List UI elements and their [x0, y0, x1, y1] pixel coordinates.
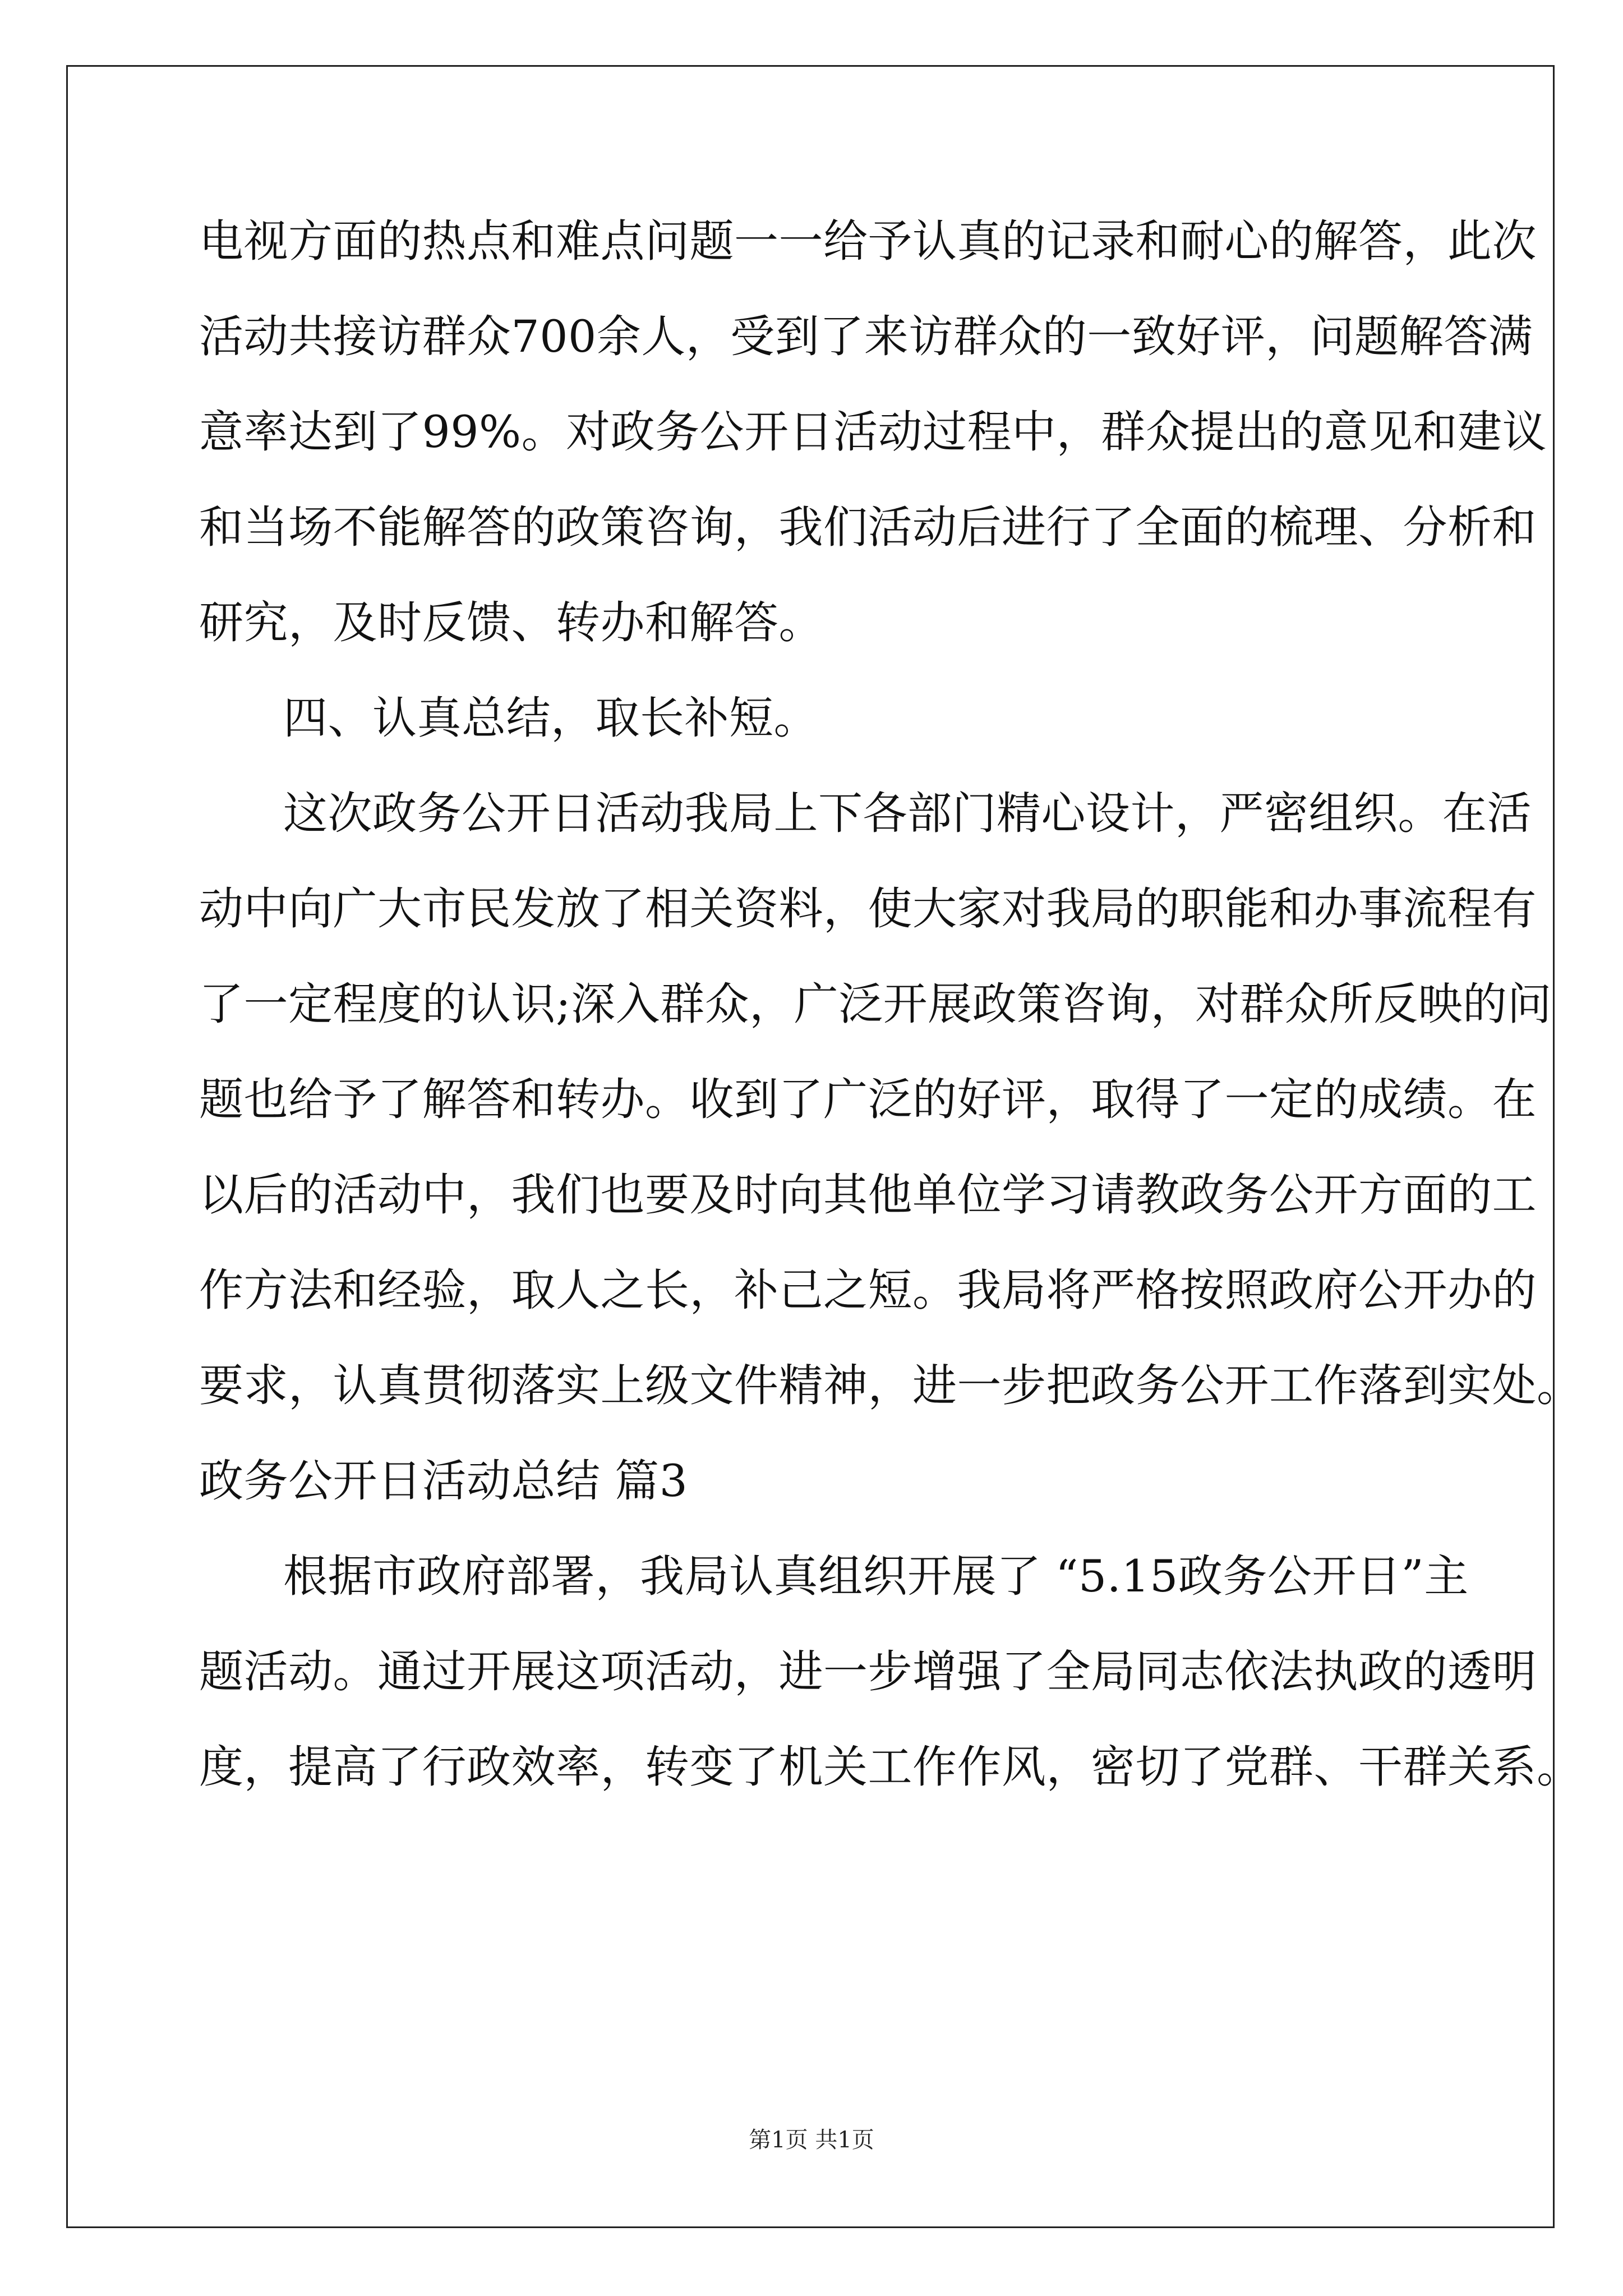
article-title: 政务公开日活动总结 篇3 — [199, 1455, 688, 1507]
text-line: 以后的活动中，我们也要及时向其他单位学习请教政务公开方面的工 — [199, 1169, 1537, 1221]
text-line: 这次政务公开日活动我局上下各部门精心设计，严密组织。在活 — [283, 788, 1532, 839]
text-line: 题活动。通过开展这项活动，进一步增强了全局同志依法执政的透明 — [199, 1646, 1537, 1697]
text-line: 度，提高了行政效率，转变了机关工作作风，密切了党群、干群关系。 — [199, 1741, 1581, 1793]
text-line: 研究，及时反馈、转办和解答。 — [199, 597, 823, 648]
text-line: 题也给予了解答和转办。收到了广泛的好评，取得了一定的成绩。在 — [199, 1074, 1537, 1125]
text-line: 和当场不能解答的政策咨询，我们活动后进行了全面的梳理、分析和 — [199, 501, 1537, 553]
text-line: 活动共接访群众700余人，受到了来访群众的一致好评，问题解答满 — [199, 311, 1533, 362]
page-footer: 第1页 共1页 — [749, 2127, 874, 2153]
text-line: 意率达到了99%。对政务公开日活动过程中，群众提出的意见和建议 — [199, 406, 1547, 458]
section-heading: 四、认真总结，取长补短。 — [283, 692, 818, 744]
text-line: 动中向广大市民发放了相关资料，使大家对我局的职能和办事流程有 — [199, 883, 1537, 935]
text-line: 电视方面的热点和难点问题一一给予认真的记录和耐心的解答，此次 — [199, 215, 1537, 267]
text-line: 要求，认真贯彻落实上级文件精神，进一步把政务公开工作落到实处。 — [199, 1360, 1581, 1411]
text-line: 作方法和经验，取人之长，补己之短。我局将严格按照政府公开办的 — [199, 1264, 1537, 1316]
text-line: 根据市政府部署，我局认真组织开展了 “5.15政务公开日”主 — [283, 1550, 1469, 1602]
text-line: 了一定程度的认识;深入群众，广泛开展政策咨询，对群众所反映的问 — [199, 978, 1552, 1030]
page-border — [66, 65, 1555, 2228]
